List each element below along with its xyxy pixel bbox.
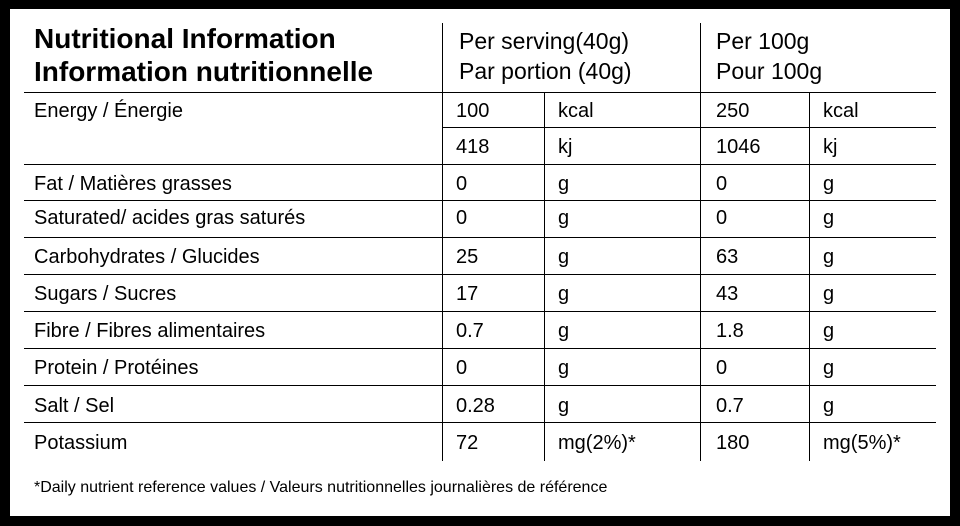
nutrient-value: 25 (456, 246, 479, 268)
footnote: *Daily nutrient reference values / Valeurs nutritionnelles journalières de référence (34, 479, 608, 496)
nutrient-value: 0.7 (456, 320, 484, 342)
nutrient-unit: g (558, 246, 570, 268)
divider-100g-unit (809, 92, 810, 461)
nutrient-unit: g (558, 173, 570, 195)
row-divider (24, 92, 936, 93)
nutrient-label: Protein / Protéines (34, 357, 199, 379)
nutrient-value: 0 (716, 207, 728, 229)
nutrient-unit: g (823, 395, 835, 417)
nutrient-unit: g (823, 173, 835, 195)
nutrient-unit: g (823, 320, 835, 342)
nutrient-unit: g (558, 395, 570, 417)
nutrient-unit: g (823, 283, 835, 305)
nutrient-unit: kj (823, 136, 838, 158)
nutrient-value: 0.28 (456, 395, 495, 417)
row-divider (24, 385, 936, 386)
row-divider (24, 348, 936, 349)
nutrient-value: 0 (456, 173, 468, 195)
table-title (34, 22, 373, 88)
row-divider (442, 127, 936, 128)
nutrient-label: Fibre / Fibres alimentaires (34, 320, 266, 342)
nutrient-unit: g (823, 207, 835, 229)
nutrient-unit: g (558, 357, 570, 379)
nutrient-value: 0 (456, 207, 468, 229)
nutrient-value: 63 (716, 246, 739, 268)
nutrient-value: 180 (716, 432, 750, 454)
nutrient-value: 100 (456, 100, 490, 122)
title-french: Information nutritionnelle (34, 56, 374, 87)
nutrient-unit: g (558, 320, 570, 342)
per-serving-header (459, 26, 632, 86)
row-divider (24, 237, 936, 238)
nutrient-label: Potassium (34, 432, 128, 454)
divider-serving-unit (544, 92, 545, 461)
nutrient-label: Carbohydrates / Glucides (34, 246, 260, 268)
per-serving-english: Per serving(40g) (459, 28, 630, 54)
nutrient-label: Salt / Sel (34, 395, 115, 417)
nutrient-unit: mg(2%)* (558, 432, 636, 454)
nutrient-unit: kcal (823, 100, 859, 122)
nutrient-value: 250 (716, 100, 750, 122)
divider-serving (442, 23, 443, 461)
row-divider (24, 311, 936, 312)
per-100g-header (716, 26, 822, 86)
nutrition-panel (10, 9, 950, 516)
title-english: Nutritional Information (34, 23, 336, 54)
per-100g-french: Pour 100g (716, 58, 823, 84)
nutrient-value: 0 (716, 357, 728, 379)
nutrient-unit: kcal (558, 100, 594, 122)
nutrient-label: Energy / Énergie (34, 100, 183, 122)
nutrient-unit: g (558, 283, 570, 305)
row-divider (24, 164, 936, 165)
nutrient-value: 1046 (716, 136, 761, 158)
row-divider (24, 422, 936, 423)
nutrient-unit: g (558, 207, 570, 229)
nutrient-unit: kj (558, 136, 573, 158)
nutrient-value: 1.8 (716, 320, 744, 342)
per-serving-french: Par portion (40g) (459, 58, 632, 84)
row-divider (24, 274, 936, 275)
nutrient-value: 0 (456, 357, 468, 379)
nutrient-value: 43 (716, 283, 739, 305)
row-divider (24, 200, 936, 201)
nutrient-value: 17 (456, 283, 479, 305)
nutrient-unit: mg(5%)* (823, 432, 901, 454)
divider-100g (700, 23, 701, 461)
nutrient-value: 418 (456, 136, 490, 158)
nutrient-value: 72 (456, 432, 479, 454)
nutrient-unit: g (823, 357, 835, 379)
per-100g-english: Per 100g (716, 28, 810, 54)
nutrient-label: Saturated/ acides gras saturés (34, 207, 306, 229)
nutrient-unit: g (823, 246, 835, 268)
nutrient-label: Fat / Matières grasses (34, 173, 232, 195)
nutrient-value: 0 (716, 173, 728, 195)
nutrient-label: Sugars / Sucres (34, 283, 177, 305)
nutrient-value: 0.7 (716, 395, 744, 417)
